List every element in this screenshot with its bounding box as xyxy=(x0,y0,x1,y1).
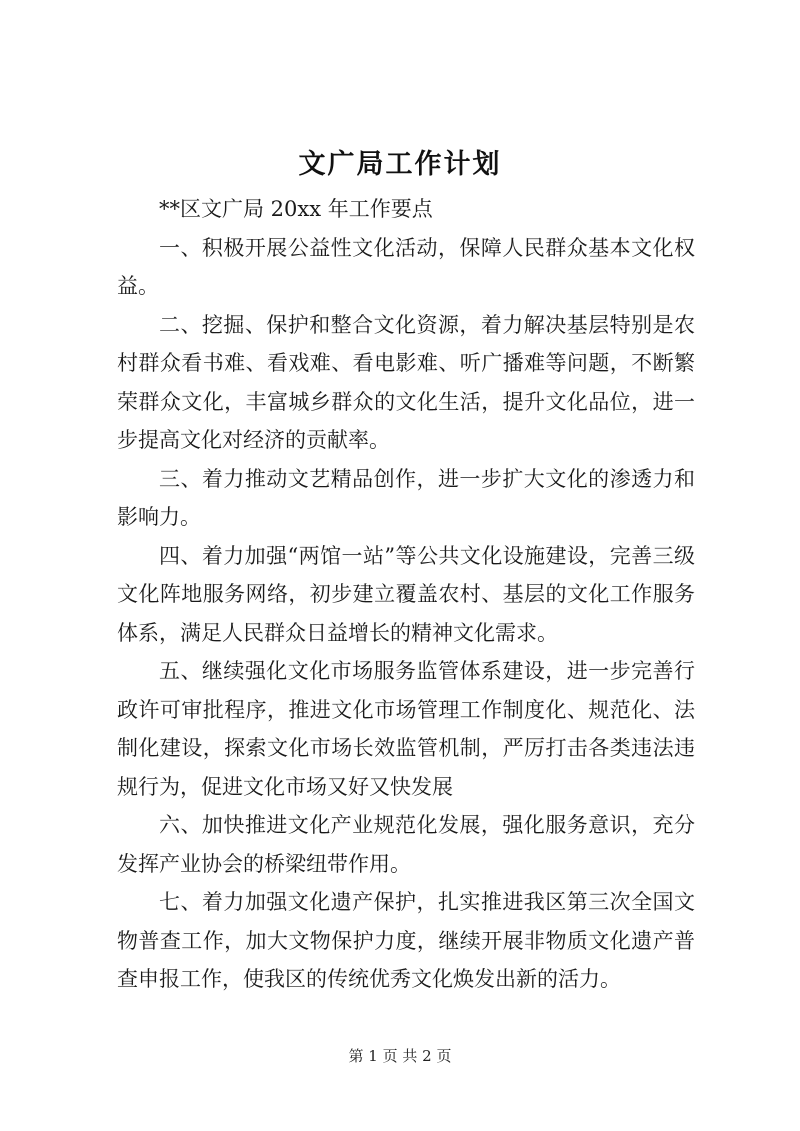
document-body xyxy=(117,190,695,999)
paragraph-item-7: 七、着力加强文化遗产保护，扎实推进我区第三次全国文物普查工作，加大文物保护力度，继续开展非物质文化遗产普查申报工作，使我区的传统优秀文化焕发出新的活力。 xyxy=(117,890,695,991)
paragraph-heading: **区文广局 20xx 年工作要点 xyxy=(159,197,433,221)
page-number-footer: 第 1 页 共 2 页 xyxy=(348,1047,452,1065)
paragraph-item-1: 一、积极开展公益性文化活动，保障人民群众基本文化权益。 xyxy=(117,235,695,298)
paragraph-item-2: 二、挖掘、保护和整合文化资源，着力解决基层特别是农村群众看书难、看戏难、看电影难、听广播难等问题，不断繁荣群众文化，丰富城乡群众的文化生活，提升文化品位，进一步提高文化对经济的贡献率。 xyxy=(117,312,695,452)
paragraph-item-6: 六、加快推进文化产业规范化发展，强化服务意识，充分发挥产业协会的桥梁纽带作用。 xyxy=(117,813,695,876)
paragraph-item-3: 三、着力推动文艺精品创作，进一步扩大文化的渗透力和影响力。 xyxy=(117,466,695,529)
paragraph-item-4: 四、着力加强“两馆一站”等公共文化设施建设，完善三级文化阵地服务网络，初步建立覆盖农村、基层的文化工作服务体系，满足人民群众日益增长的精神文化需求。 xyxy=(117,543,695,645)
paragraph-item-5: 五、继续强化文化市场服务监管体系建设，进一步完善行政许可审批程序，推进文化市场管理工作制度化、规范化、法制化建设，探索文化市场长效监管机制，严厉打击各类违法违规行为，促进文化市场又好又快发展 xyxy=(117,659,695,799)
document-title: 文广局工作计划 xyxy=(298,149,502,180)
